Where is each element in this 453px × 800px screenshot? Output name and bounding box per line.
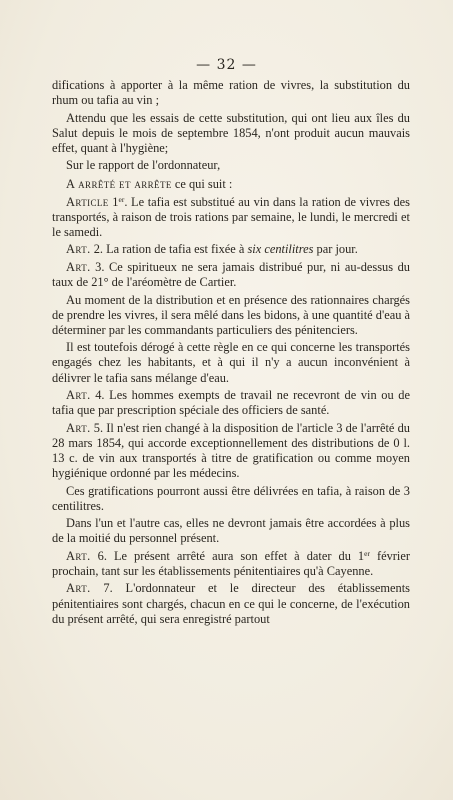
paragraph-derogation <box>52 340 410 385</box>
article-text: 6. Le présent arrêté aura son effet à dater du 1 <box>90 548 365 563</box>
article-4 <box>52 388 410 418</box>
article-text-after: février prochain, tant sur les établissements pénitentiaires qu'à Cayenne. <box>52 548 410 578</box>
article-label: Art. <box>66 581 91 596</box>
ordinal-superscript: er <box>364 548 370 558</box>
ordinal-superscript: er <box>118 194 125 204</box>
paragraph-text: Au moment de la distribution et en présence des rationnaires chargés de prendre les vivres, il sera mêlé dans les bidons, à une quantité d'eau à déterminer par les commandants particuliers des pénitenciers. <box>52 292 410 337</box>
article-text: . Le tafia est substitué au vin dans la ration de vivres des transportés, à raison de trois rations par semaine, le lundi, le mercredi et le samedi. <box>52 194 411 239</box>
article-label: Art. <box>66 548 91 563</box>
paragraph-text: Dans l'un et l'autre cas, elles ne devront jamais être accordées à plus de la moitié du personnel présent. <box>52 516 410 546</box>
article-2 <box>52 242 410 257</box>
paragraph-rapport <box>52 158 410 173</box>
paragraph-text: Attendu que les essais de cette substitution, qui ont lieu aux îles du Salut depuis le mois de septembre 1854, n'ont produit aucun mauvais effet, quant à l'hygiène; <box>52 110 410 155</box>
paragraph-arrete <box>52 177 410 192</box>
article-3 <box>52 260 410 290</box>
article-label: Art. <box>66 388 91 403</box>
article-text: 5. Il n'est rien changé à la disposition de l'article 3 de l'arrêté du 28 mars 1854, qui accorde exceptionnellement des distributions de 0 l. 13 c. de vin aux transportés à titre de gratification ou comme moyen hygiénique ordonné par les médecins. <box>52 420 410 481</box>
paragraph-lead: A arrêté et arrête <box>66 176 172 191</box>
article-text: 7. L'ordonnateur et le directeur des établissements pénitentiaires sont chargés, chacun en ce qui le concerne, de l'exécution du présent arrêté, qui sera enregistré partout <box>52 581 410 626</box>
article-1 <box>52 195 410 240</box>
article-label: Art. <box>66 242 91 257</box>
paragraph-text: ce qui suit : <box>171 176 233 191</box>
paragraph-text: difications à apporter à la même ration de vivres, la substitution du rhum ou tafia au vin ; <box>52 78 410 108</box>
body-text <box>52 78 410 629</box>
article-label: Article <box>66 194 109 209</box>
paragraph-gratifications <box>52 484 410 514</box>
paragraph-limite <box>52 516 410 546</box>
article-5 <box>52 421 410 482</box>
article-text: 4. Les hommes exempts de travail ne recevront de vin ou de tafia que par prescription spéciale des officiers de santé. <box>52 388 410 418</box>
article-emphasis: six centilitres <box>247 242 314 257</box>
paragraph-text: Ces gratifications pourront aussi être délivrées en tafia, à raison de 3 centilitres. <box>52 483 410 513</box>
article-text-after: par jour. <box>313 242 358 257</box>
article-text: 2. La ration de tafia est fixée à <box>90 242 248 257</box>
article-7 <box>52 581 410 626</box>
paragraph-attendu <box>52 111 410 156</box>
article-6 <box>52 549 410 579</box>
paragraph-continuation <box>52 78 410 108</box>
page-number: — 32 — <box>196 57 257 73</box>
paragraph-distribution <box>52 293 410 338</box>
article-number: 1 <box>108 194 119 209</box>
paragraph-text: Sur le rapport de l'ordonnateur, <box>66 158 221 173</box>
article-text: 3. Ce spiritueux ne sera jamais distribué pur, ni au-dessus du taux de 21° de l'aréomètre de Cartier. <box>52 259 410 290</box>
paragraph-text: Il est toutefois dérogé à cette règle en ce qui concerne les transportés engagés chez les habitants, et à qui il n'y a aucun inconvénient à délivrer le tafia sans mélange d'eau. <box>52 340 410 385</box>
article-label: Art. <box>66 259 91 274</box>
article-label: Art. <box>66 420 91 435</box>
